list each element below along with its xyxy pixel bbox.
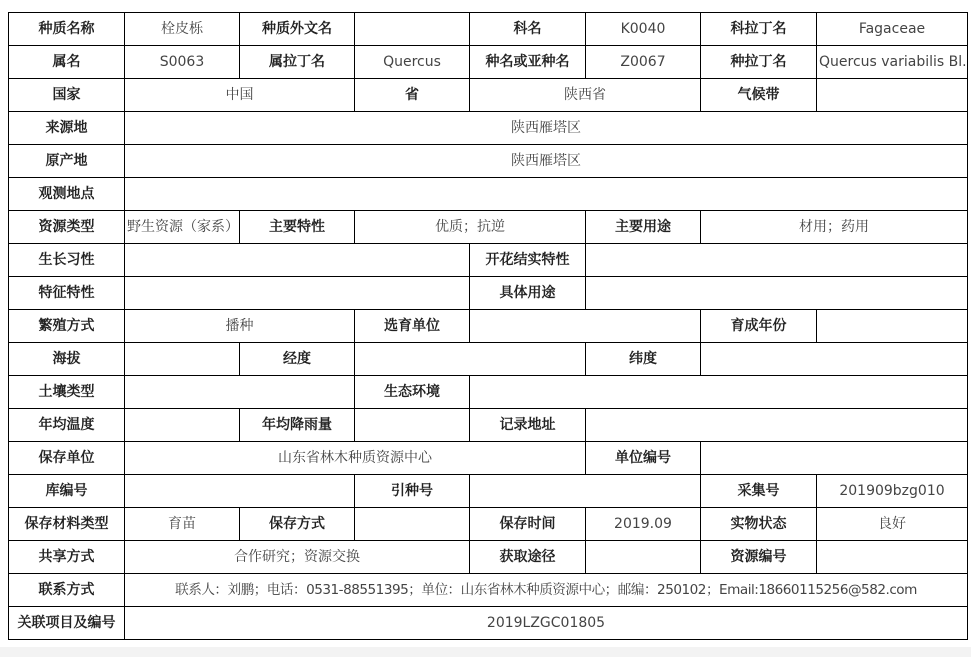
- field-label: 海拔: [9, 343, 125, 376]
- field-value: 优质；抗逆: [355, 211, 586, 244]
- field-value: Quercus variabilis Bl.: [817, 46, 968, 79]
- field-label: 保存方式: [240, 508, 355, 541]
- field-value: [125, 277, 470, 310]
- field-label: 保存时间: [470, 508, 586, 541]
- field-value: [817, 79, 968, 112]
- field-label: 观测地点: [9, 178, 125, 211]
- field-value: [355, 409, 470, 442]
- field-label: 科拉丁名: [701, 13, 817, 46]
- field-value: 陕西雁塔区: [125, 145, 968, 178]
- field-label: 单位编号: [586, 442, 701, 475]
- field-value: [470, 376, 968, 409]
- field-value: 2019.09: [586, 508, 701, 541]
- table-row: [9, 574, 968, 607]
- table-row: [9, 541, 968, 574]
- field-label: 国家: [9, 79, 125, 112]
- field-label: 来源地: [9, 112, 125, 145]
- field-label: 具体用途: [470, 277, 586, 310]
- field-value: Z0067: [586, 46, 701, 79]
- table-row: [9, 46, 968, 79]
- field-value: [470, 310, 701, 343]
- field-value: [586, 244, 968, 277]
- field-label: 气候带: [701, 79, 817, 112]
- field-value: [125, 376, 355, 409]
- field-label: 联系方式: [9, 574, 125, 607]
- field-label: 库编号: [9, 475, 125, 508]
- field-label: 繁殖方式: [9, 310, 125, 343]
- field-value: [125, 343, 240, 376]
- table-row: [9, 244, 968, 277]
- table-row: [9, 211, 968, 244]
- contact-info: 联系人：刘鹏；电话：0531-88551395；单位：山东省林木种质资源中心；邮编：250102；Email:18660115256@582.com: [125, 574, 968, 607]
- field-value: [125, 475, 355, 508]
- table-row: [9, 607, 968, 640]
- field-label: 属名: [9, 46, 125, 79]
- field-value: [586, 277, 968, 310]
- field-label: 种质外文名: [240, 13, 355, 46]
- field-label: 种名或亚种名: [470, 46, 586, 79]
- table-row: [9, 178, 968, 211]
- table-row: [9, 343, 968, 376]
- field-label: 采集号: [701, 475, 817, 508]
- field-value: S0063: [125, 46, 240, 79]
- field-label: 记录地址: [470, 409, 586, 442]
- field-label: 生长习性: [9, 244, 125, 277]
- table-row: [9, 508, 968, 541]
- field-value: Fagaceae: [817, 13, 968, 46]
- table-row: [9, 277, 968, 310]
- field-value: [817, 541, 968, 574]
- field-label: 开花结实特性: [470, 244, 586, 277]
- field-value: [355, 343, 586, 376]
- field-label: 种质名称: [9, 13, 125, 46]
- field-label: 省: [355, 79, 470, 112]
- field-label: 资源编号: [701, 541, 817, 574]
- field-value: [355, 13, 470, 46]
- field-label: 关联项目及编号: [9, 607, 125, 640]
- field-label: 科名: [470, 13, 586, 46]
- field-value: 栓皮栎: [125, 13, 240, 46]
- table-row: [9, 475, 968, 508]
- field-value: 陕西省: [470, 79, 701, 112]
- field-label: 保存单位: [9, 442, 125, 475]
- field-value: Quercus: [355, 46, 470, 79]
- field-value: 播种: [125, 310, 355, 343]
- field-value: K0040: [586, 13, 701, 46]
- field-value: [701, 343, 968, 376]
- field-label: 资源类型: [9, 211, 125, 244]
- table-row: [9, 112, 968, 145]
- table-row: [9, 409, 968, 442]
- field-value: 合作研究；资源交换: [125, 541, 470, 574]
- field-value: [817, 310, 968, 343]
- field-value: [586, 541, 701, 574]
- field-label: 属拉丁名: [240, 46, 355, 79]
- field-value: 陕西雁塔区: [125, 112, 968, 145]
- field-value: [586, 409, 968, 442]
- field-label: 获取途径: [470, 541, 586, 574]
- field-label: 保存材料类型: [9, 508, 125, 541]
- field-value: 2019LZGC01805: [125, 607, 968, 640]
- field-value: 山东省林木种质资源中心: [125, 442, 586, 475]
- table-row: [9, 442, 968, 475]
- field-label: 选育单位: [355, 310, 470, 343]
- field-value: 材用；药用: [701, 211, 968, 244]
- field-label: 土壤类型: [9, 376, 125, 409]
- germplasm-info-table: [8, 12, 968, 640]
- field-label: 共享方式: [9, 541, 125, 574]
- field-value: [701, 442, 968, 475]
- field-value: [125, 244, 470, 277]
- field-label: 育成年份: [701, 310, 817, 343]
- field-label: 引种号: [355, 475, 470, 508]
- table-row: [9, 13, 968, 46]
- field-label: 主要用途: [586, 211, 701, 244]
- field-value: 野生资源（家系）: [125, 211, 240, 244]
- field-label: 年均降雨量: [240, 409, 355, 442]
- field-value: 良好: [817, 508, 968, 541]
- field-label: 纬度: [586, 343, 701, 376]
- table-row: [9, 376, 968, 409]
- field-label: 种拉丁名: [701, 46, 817, 79]
- field-value: 201909bzg010: [817, 475, 968, 508]
- bottom-strip: [0, 647, 971, 657]
- field-value: [355, 508, 470, 541]
- field-label: 生态环境: [355, 376, 470, 409]
- field-value: [125, 178, 968, 211]
- table-row: [9, 310, 968, 343]
- table-row: [9, 145, 968, 178]
- field-value: [125, 409, 240, 442]
- field-value: 中国: [125, 79, 355, 112]
- field-label: 实物状态: [701, 508, 817, 541]
- field-value: [470, 475, 701, 508]
- field-value: 育苗: [125, 508, 240, 541]
- field-label: 年均温度: [9, 409, 125, 442]
- field-label: 主要特性: [240, 211, 355, 244]
- field-label: 原产地: [9, 145, 125, 178]
- field-label: 特征特性: [9, 277, 125, 310]
- field-label: 经度: [240, 343, 355, 376]
- table-row: [9, 79, 968, 112]
